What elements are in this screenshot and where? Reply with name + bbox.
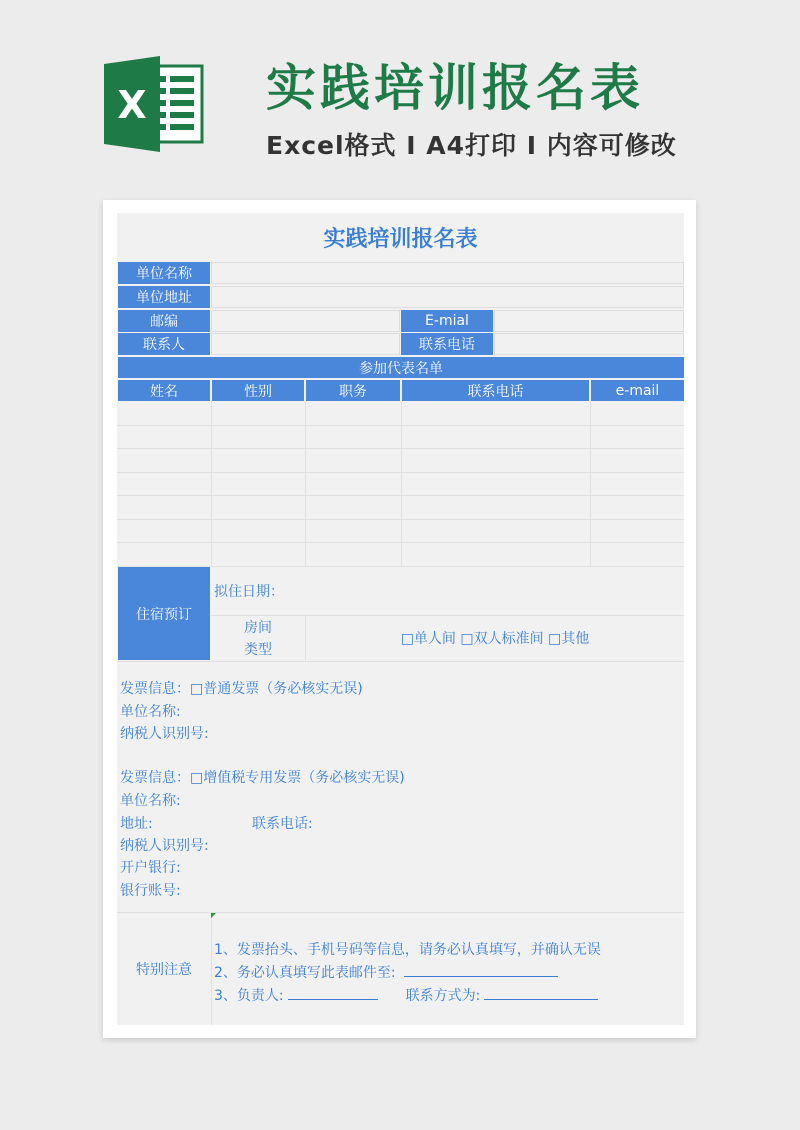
invoice2-info[interactable]: 发票信息：□增值税专用发票（务必核实无误) bbox=[120, 770, 405, 786]
unit-address-field[interactable] bbox=[211, 286, 684, 308]
col-header-email: e-mail bbox=[591, 380, 684, 401]
contact-label: 联系人 bbox=[118, 333, 210, 355]
postcode-label: 邮编 bbox=[118, 310, 210, 332]
note-2: 2、务必认真填写此表邮件至: bbox=[214, 962, 558, 982]
note-2-blank[interactable] bbox=[404, 964, 558, 977]
note-3-blank-1[interactable] bbox=[288, 987, 378, 1000]
note-3-blank-2[interactable] bbox=[484, 987, 598, 1000]
room-type-label-1: 房间 bbox=[244, 620, 272, 636]
page-subtitle: Excel格式 I A4打印 I 内容可修改 bbox=[266, 131, 677, 160]
note-3: 3、负责人: 联系方式为: bbox=[214, 985, 598, 1005]
form-title: 实践培训报名表 bbox=[323, 226, 478, 252]
col-header-phone: 联系电话 bbox=[402, 380, 589, 401]
invoice2-taxid-label: 纳税人识别号: bbox=[120, 838, 209, 854]
cell-marker-icon bbox=[211, 913, 216, 918]
accommodation-label: 住宿预订 bbox=[118, 567, 210, 660]
invoice2-account-label: 银行账号: bbox=[120, 883, 181, 899]
invoice1-unit-label: 单位名称: bbox=[120, 704, 181, 720]
notes-label: 特别注意 bbox=[136, 962, 192, 978]
excel-logo-icon bbox=[104, 56, 204, 152]
col-header-position: 职务 bbox=[306, 380, 400, 401]
postcode-field[interactable] bbox=[211, 310, 400, 332]
note-1: 1、发票抬头、手机号码等信息，请务必认真填写，并确认无误 bbox=[214, 942, 601, 958]
col-header-name: 姓名 bbox=[118, 380, 210, 401]
invoice2-bank-label: 开户银行: bbox=[120, 860, 181, 876]
contact-field[interactable] bbox=[211, 333, 400, 355]
col-header-gender: 性别 bbox=[212, 380, 304, 401]
unit-address-label: 单位地址 bbox=[118, 286, 210, 308]
invoice2-address-label: 地址: bbox=[120, 816, 153, 832]
room-type-label-2: 类型 bbox=[244, 642, 272, 658]
room-type-options[interactable]: □单人间 □双人标准间 □其他 bbox=[400, 631, 590, 647]
invoice1-info[interactable]: 发票信息：□普通发票（务必核实无误) bbox=[120, 681, 363, 697]
email-field[interactable] bbox=[494, 310, 684, 332]
invoice2-unit-label: 单位名称: bbox=[120, 793, 181, 809]
unit-name-field[interactable] bbox=[211, 262, 684, 284]
invoice2-phone-label: 联系电话: bbox=[252, 816, 313, 832]
contact-phone-label: 联系电话 bbox=[401, 333, 493, 355]
contact-phone-field[interactable] bbox=[494, 333, 684, 355]
invoice1-taxid-label: 纳税人识别号: bbox=[120, 726, 209, 742]
unit-name-label: 单位名称 bbox=[118, 262, 210, 284]
page-title: 实践培训报名表 bbox=[266, 59, 644, 117]
svg-text:X: X bbox=[117, 83, 147, 127]
checkin-date-label: 拟住日期： bbox=[214, 584, 284, 600]
delegates-header: 参加代表名单 bbox=[118, 357, 684, 378]
email-label: E-mial bbox=[401, 310, 493, 332]
